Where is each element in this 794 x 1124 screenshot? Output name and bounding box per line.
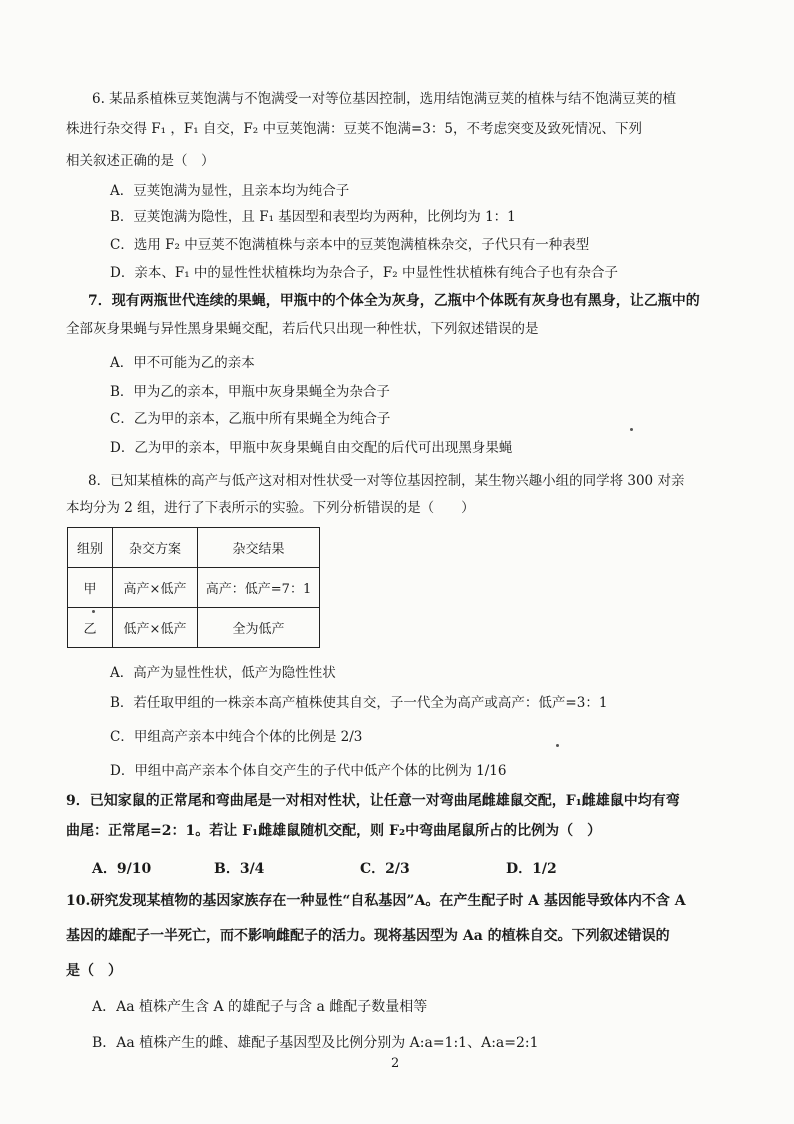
table-cell-group: 甲	[68, 568, 113, 608]
q6-stem-line3: 相关叙述正确的是（ ）	[66, 153, 215, 169]
table-cell-cross: 低产×低产	[113, 608, 198, 648]
q10-option-a: A．Aa 植株产生含 A 的雄配子与含 a 雌配子数量相等	[92, 999, 428, 1015]
q9-stem-line2: 曲尾：正常尾=2：1。若让 F₁雌雄鼠随机交配，则 F₂中弯曲尾鼠所占的比例为（ ）	[66, 823, 602, 839]
q10-stem-line1: 10.研究发现某植物的基因家族存在一种显性“自私基因”A。在产生配子时 A 基因能导致体内不含 A	[66, 893, 686, 909]
q8-option-c: C．甲组高产亲本中纯合个体的比例是 2/3	[110, 729, 363, 745]
table-cell-result: 高产：低产=7：1	[198, 568, 320, 608]
q8-option-d: D．甲组中高产亲本个体自交产生的子代中低产个体的比例为 1/16	[110, 763, 507, 779]
q8-stem-line2: 本均分为 2 组，进行了下表所示的实验。下列分析错误的是（ ）	[66, 500, 475, 516]
page-number: 2	[391, 1056, 400, 1071]
table-header-cross: 杂交方案	[113, 528, 198, 568]
scan-speck	[556, 744, 559, 747]
q7-option-b: B．甲为乙的亲本，甲瓶中灰身果蝇全为杂合子	[110, 384, 390, 400]
q7-option-c: C．乙为甲的亲本，乙瓶中所有果蝇全为纯合子	[110, 411, 391, 427]
q8-option-a: A．高产为显性性状，低产为隐性性状	[110, 665, 336, 681]
q6-option-a: A．豆荚饱满为显性，且亲本均为纯合子	[110, 183, 350, 199]
q9-choice-a: A．9/10	[92, 861, 152, 877]
q7-option-d: D．乙为甲的亲本，甲瓶中灰身果蝇自由交配的后代可出现黑身果蝇	[110, 440, 513, 456]
q10-stem-line3: 是（ ）	[66, 963, 122, 979]
q6-option-b: B．豆荚饱满为隐性，且 F₁ 基因型和表型均为两种，比例均为 1：1	[110, 209, 516, 225]
table-cell-cross: 高产×低产	[113, 568, 198, 608]
q7-stem-line2: 全部灰身果蝇与异性黑身果蝇交配，若后代只出现一种性状，下列叙述错误的是	[66, 321, 539, 337]
q7-stem-line1: 7．现有两瓶世代连续的果蝇，甲瓶中的个体全为灰身，乙瓶中个体既有灰身也有黑身，让乙瓶中的	[88, 293, 700, 309]
table-cell-group: 乙	[68, 608, 113, 648]
table-header-result: 杂交结果	[198, 528, 320, 568]
table-row	[68, 568, 320, 608]
experiment-table	[67, 527, 320, 648]
scan-speck	[92, 610, 95, 613]
q9-choice-d: D．1/2	[506, 861, 557, 877]
q9-stem-line1: 9．已知家鼠的正常尾和弯曲尾是一对相对性状，让任意一对弯曲尾雌雄鼠交配，F₁雌雄鼠中均有弯	[66, 793, 680, 809]
q9-choice-b: B．3/4	[214, 861, 265, 877]
q7-option-a: A．甲不可能为乙的亲本	[110, 355, 255, 371]
q6-stem-line2: 株进行杂交得 F₁ ，F₁ 自交，F₂ 中豆荚饱满：豆荚不饱满=3：5，不考虑突变及致死情况、下列	[66, 121, 642, 137]
q6-option-c: C．选用 F₂ 中豆荚不饱满植株与亲本中的豆荚饱满植株杂交，子代只有一种表型	[110, 237, 590, 253]
scan-speck	[630, 428, 633, 431]
q6-stem-line1: 6. 某品系植株豆荚饱满与不饱满受一对等位基因控制，选用结饱满豆荚的植株与结不饱满豆荚的植	[92, 91, 677, 107]
table-cell-result: 全为低产	[198, 608, 320, 648]
table-header-row	[68, 528, 320, 568]
table-row	[68, 608, 320, 648]
q6-option-d: D．亲本、F₁ 中的显性性状植株均为杂合子，F₂ 中显性性状植株有纯合子也有杂合子	[110, 265, 618, 281]
q10-option-b: B．Aa 植株产生的雌、雄配子基因型及比例分别为 A:a=1:1、A:a=2:1	[92, 1035, 539, 1051]
q9-choice-c: C．2/3	[360, 861, 410, 877]
q8-stem-line1: 8．已知某植株的高产与低产这对相对性状受一对等位基因控制，某生物兴趣小组的同学将 300 对亲	[88, 473, 685, 489]
q10-stem-line2: 基因的雄配子一半死亡，而不影响雌配子的活力。现将基因型为 Aa 的植株自交。下列叙述错误的	[66, 928, 670, 944]
q8-option-b: B．若任取甲组的一株亲本高产植株使其自交，子一代全为高产或高产：低产=3：1	[110, 695, 608, 711]
q9-choices	[92, 858, 652, 878]
table-header-group: 组别	[68, 528, 113, 568]
